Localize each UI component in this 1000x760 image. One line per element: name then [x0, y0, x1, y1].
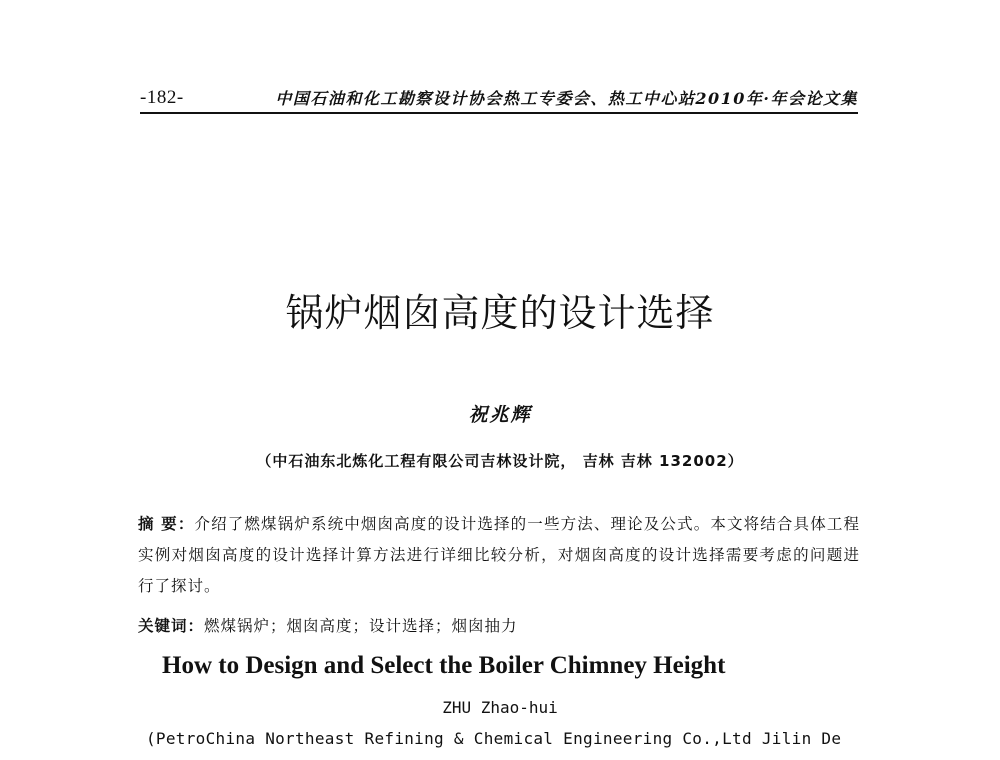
author-affiliation: （中石油东北炼化工程有限公司吉林设计院， 吉林 吉林 132002） — [256, 452, 744, 470]
abstract-label: 摘 要： — [138, 515, 195, 533]
page-number: -182- — [140, 87, 184, 108]
keywords-text: 燃煤锅炉；烟囱高度；设计选择；烟囱抽力 — [204, 617, 518, 635]
running-header — [140, 86, 858, 114]
keywords-label: 关键词： — [138, 617, 205, 635]
abstract-text: 介绍了燃煤锅炉系统中烟囱高度的设计选择的一些方法、理论及公式。本文将结合具体工程实例对烟囱高度的设计选择计算方法进行详细比较分析，对烟囱高度的设计选择需要考虑的问题进行了探讨。 — [138, 515, 860, 595]
english-title: How to Design and Select the Boiler Chimney Height — [162, 652, 726, 679]
keywords — [138, 614, 860, 636]
journal-title: 中国石油和化工勘察设计协会热工专委会、热工中心站2010年·年会论文集 — [275, 89, 858, 108]
english-author: ZHU Zhao-hui — [442, 698, 558, 717]
english-affiliation: (PetroChina Northeast Refining & Chemical Engineering Co.,Ltd Jilin De — [146, 729, 842, 748]
abstract — [138, 509, 860, 602]
author-name: 祝兆辉 — [468, 404, 532, 426]
paper-title: 锅炉烟囱高度的设计选择 — [285, 291, 715, 335]
